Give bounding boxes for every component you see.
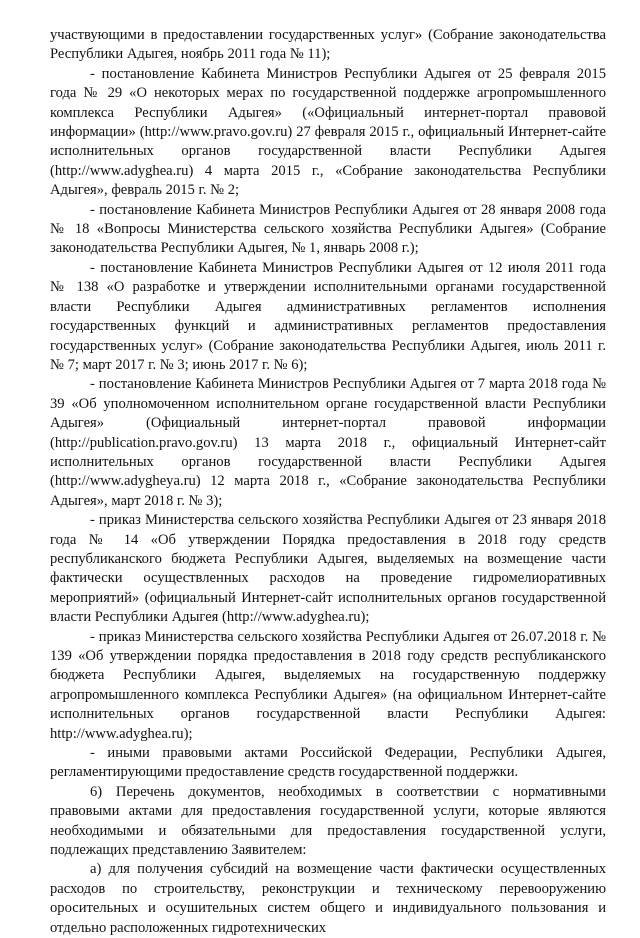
list-item-resolution-29: - постановление Кабинета Министров Республики Адыгея от 25 февраля 2015 года № 29 «О некоторых мерах по государственной поддержке агропромышленного комплекса Республики Адыгея» («Официальный интернет-портал правовой информации» (http://www.pravo.gov.ru) 27 февраля 2015 г., официальный Интернет-сайте исполнительных органов государственной власти Республики Адыгея (http://www.adyghea.ru) 4 марта 2015 г., «Собрание законодательства Республики Адыгея», февраль 2015 г. № 2; (50, 65, 606, 199)
paragraph-continuation: участвующими в предоставлении государственных услуг» (Собрание законодательства Республики Адыгея, ноябрь 2011 года № 11); (50, 27, 606, 63)
list-item-other-acts: - иными правовыми актами Российской Федерации, Республики Адыгея, регламентирующими предоставление средств государственной поддержки. (50, 745, 606, 781)
list-item-order-139: - приказ Министерства сельского хозяйства Республики Адыгея от 26.07.2018 г. № 139 «Об утверждении порядка предоставления в 2018 году средств республиканского бюджета Республики Адыгея, выделяемых на государственную поддержку агропромышленного комплекса Республики Адыгея» (на официальном Интернет-сайте исполнительных органов государственной власти Республики Адыгея: http://www.adyghea.ru); (50, 628, 606, 742)
section-6-heading: 6) Перечень документов, необходимых в соответствии с нормативными правовыми актами для предоставления государственной услуги, которые являются необходимыми и обязательными для предоставления государственной услуги, подлежащих представлению Заявителем: (50, 783, 606, 859)
list-item-resolution-138: - постановление Кабинета Министров Республики Адыгея от 12 июля 2011 года № 138 «О разработке и утверждении исполнительными органами государственной власти Республики Адыгея административных регламентов исполнения государственных функций и административных регламентов предоставления государственных услуг» (Собрание законодательства Республики Адыгея, июль 2011 г. № 7; март 2017 г. № 3; июнь 2017 г. № 6); (50, 259, 606, 373)
list-item-order-14: - приказ Министерства сельского хозяйства Республики Адыгея от 23 января 2018 года № 14 «Об утверждении Порядка предоставления в 2018 году средств республиканского бюджета Республики Адыгея, выделяемых на возмещение части фактически осуществленных расходов на проведение гидромелиоративных мероприятий» (официальный Интернет-сайт исполнительных органов государственной власти Республики Адыгея (http://www.adyghea.ru); (50, 512, 606, 626)
subsection-a-text: а) для получения субсидий на возмещение части фактически осуществленных расходов по строительству, реконструкции и техническому перевооружению оросительных и осушительных систем общего и индивидуального пользования и отдельно расположенных гидротехнических (50, 861, 606, 936)
list-item-resolution-18: - постановление Кабинета Министров Республики Адыгея от 28 января 2008 года № 18 «Вопросы Министерства сельского хозяйства Республики Адыгея» (Собрание законодательства Республики Адыгея, № 1, январь 2008 г.); (50, 201, 606, 257)
list-item-resolution-39: - постановление Кабинета Министров Республики Адыгея от 7 марта 2018 года № 39 «Об уполномоченном исполнительном органе государственной власти Республики Адыгея» (Официальный интернет-портал правовой информации (http://publication.pravo.gov.ru) 13 марта 2018 г., официальный Интернет-сайт исполнительных органов государственной власти Республики Адыгея (http://www.adygheya.ru) 12 марта 2018 г., «Собрание законодательства Республики Адыгея», март 2018 г. № 3); (50, 376, 606, 509)
